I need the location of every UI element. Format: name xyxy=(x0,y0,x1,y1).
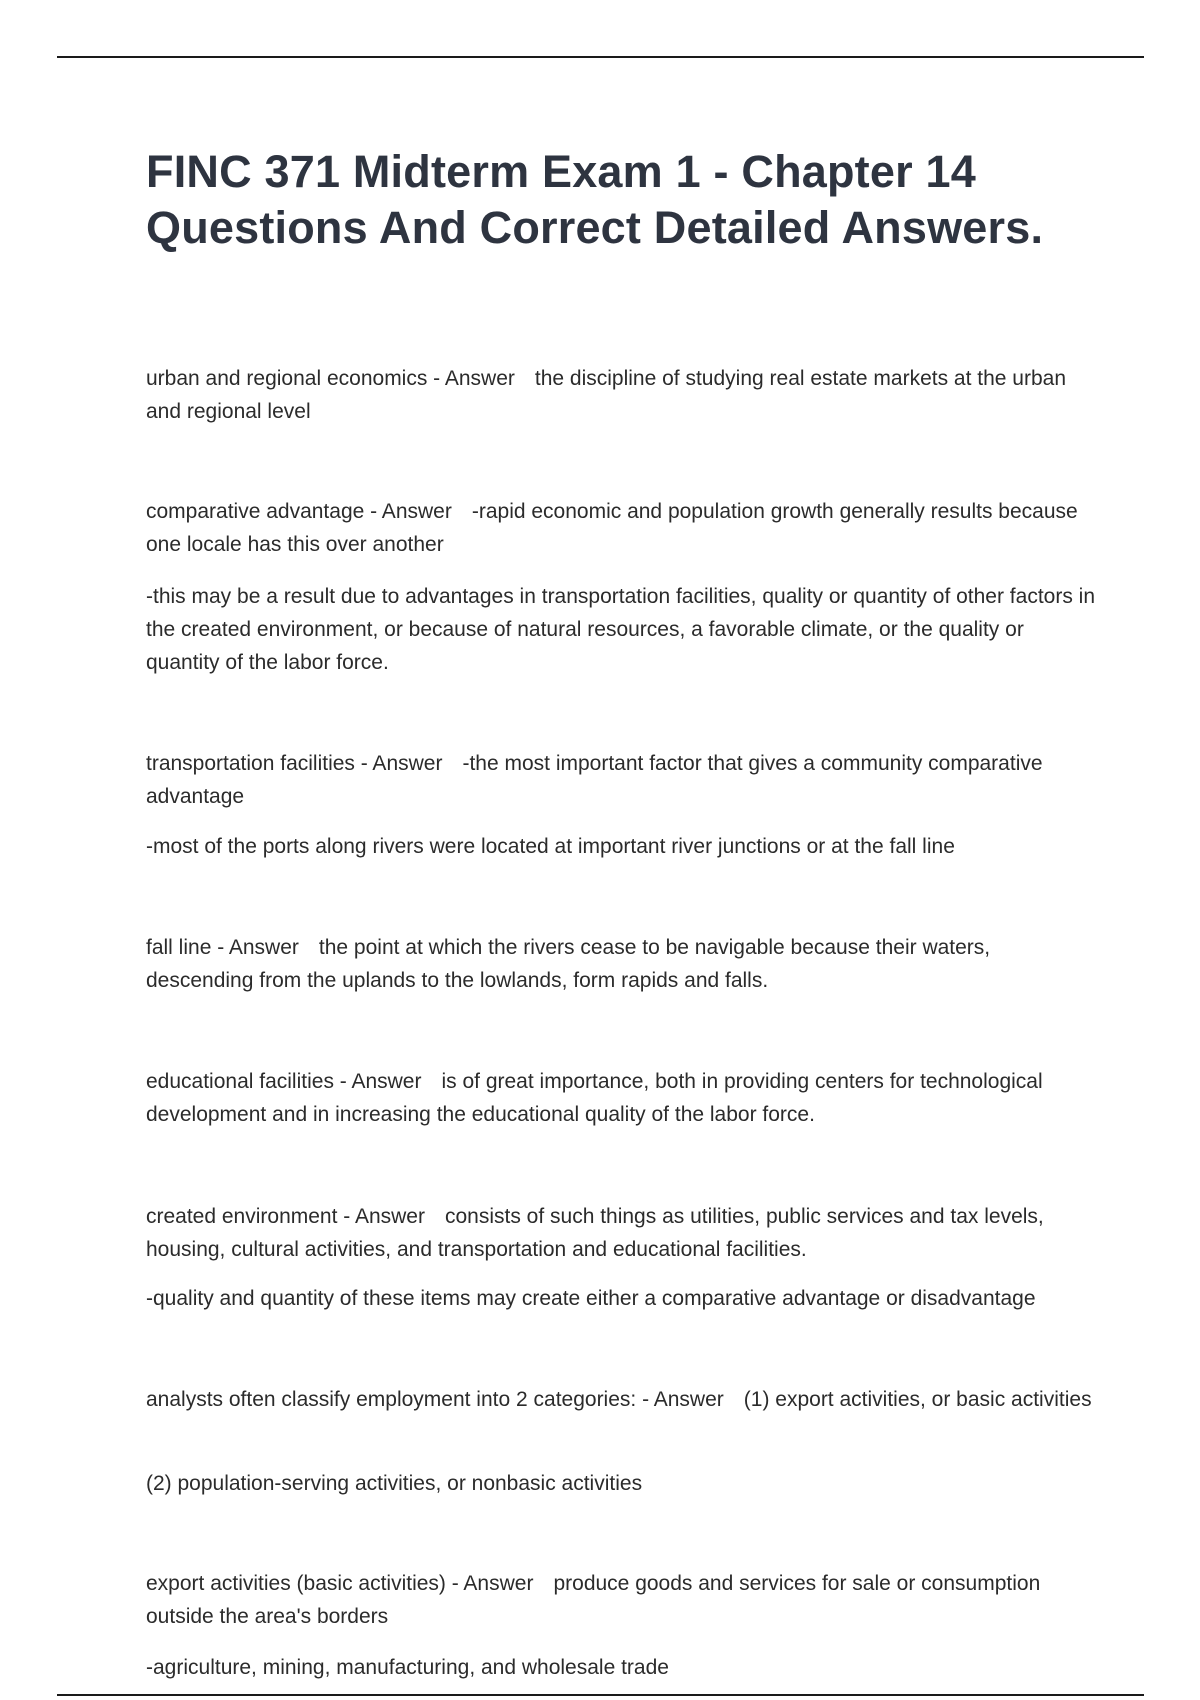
qa-extra: -agriculture, mining, manufacturing, and wholesale trade xyxy=(146,1656,669,1679)
qa-extra: -this may be a result due to advantages in transportation facilities, quality or quantity of other factors in the created environment, or because of natural resources, a favorable climate, or the quality or quantity of the labor force. xyxy=(146,585,1096,674)
qa-question xyxy=(146,1383,1096,1416)
qa-extra: -most of the ports along rivers were located at important river junctions or at the fall line xyxy=(146,835,955,858)
top-rule xyxy=(57,56,1144,58)
qa-term: urban and regional economics - Answer xyxy=(146,367,515,390)
qa-term: fall line - Answer xyxy=(146,936,299,959)
qa-answer: the discipline of studying real estate markets at the urban and regional level xyxy=(146,367,1067,423)
qa-answer: the point at which the rivers cease to be navigable because their waters, descending from the uplands to the lowlands, form rapids and falls. xyxy=(146,936,991,992)
qa-extra: (2) population-serving activities, or nonbasic activities xyxy=(146,1472,643,1495)
qa-term: analysts often classify employment into 2 categories: - Answer xyxy=(146,1388,724,1411)
qa-extra: -quality and quantity of these items may create either a comparative advantage or disadvantage xyxy=(146,1287,1036,1310)
qa-term: educational facilities - Answer xyxy=(146,1070,422,1093)
qa-question xyxy=(146,1065,1096,1131)
qa-term: created environment - Answer xyxy=(146,1205,425,1228)
qa-answer: -rapid economic and population growth generally results because one locale has this over another xyxy=(146,500,1078,556)
qa-question xyxy=(146,1200,1096,1266)
qa-question xyxy=(146,1567,1096,1633)
qa-question xyxy=(146,495,1096,561)
qa-entry xyxy=(146,931,1096,997)
qa-question xyxy=(146,362,1096,428)
bottom-rule xyxy=(57,1694,1144,1696)
qa-question xyxy=(146,931,1096,997)
qa-answer: is of great importance, both in providing centers for technological development and in increasing the educational quality of the labor force. xyxy=(146,1070,1043,1126)
qa-term: export activities (basic activities) - Answer xyxy=(146,1572,534,1595)
qa-answer: (1) export activities, or basic activities xyxy=(743,1388,1092,1411)
qa-entry xyxy=(146,1567,1096,1633)
qa-entry xyxy=(146,1200,1096,1266)
qa-entry xyxy=(146,362,1096,428)
qa-entry xyxy=(146,747,1096,813)
qa-entry xyxy=(146,495,1096,561)
qa-term: comparative advantage - Answer xyxy=(146,500,452,523)
qa-question xyxy=(146,747,1096,813)
document-title: FINC 371 Midterm Exam 1 - Chapter 14 Questions And Correct Detailed Answers. xyxy=(146,146,1044,253)
qa-answer: consists of such things as utilities, public services and tax levels, housing, cultural activities, and transportation and educational facilities. xyxy=(146,1205,1044,1261)
qa-entry xyxy=(146,1065,1096,1131)
qa-entry xyxy=(146,1383,1096,1416)
qa-term: transportation facilities - Answer xyxy=(146,752,443,775)
qa-answer: -the most important factor that gives a community comparative advantage xyxy=(146,752,1043,808)
qa-answer: produce goods and services for sale or consumption outside the area's borders xyxy=(146,1572,1041,1628)
